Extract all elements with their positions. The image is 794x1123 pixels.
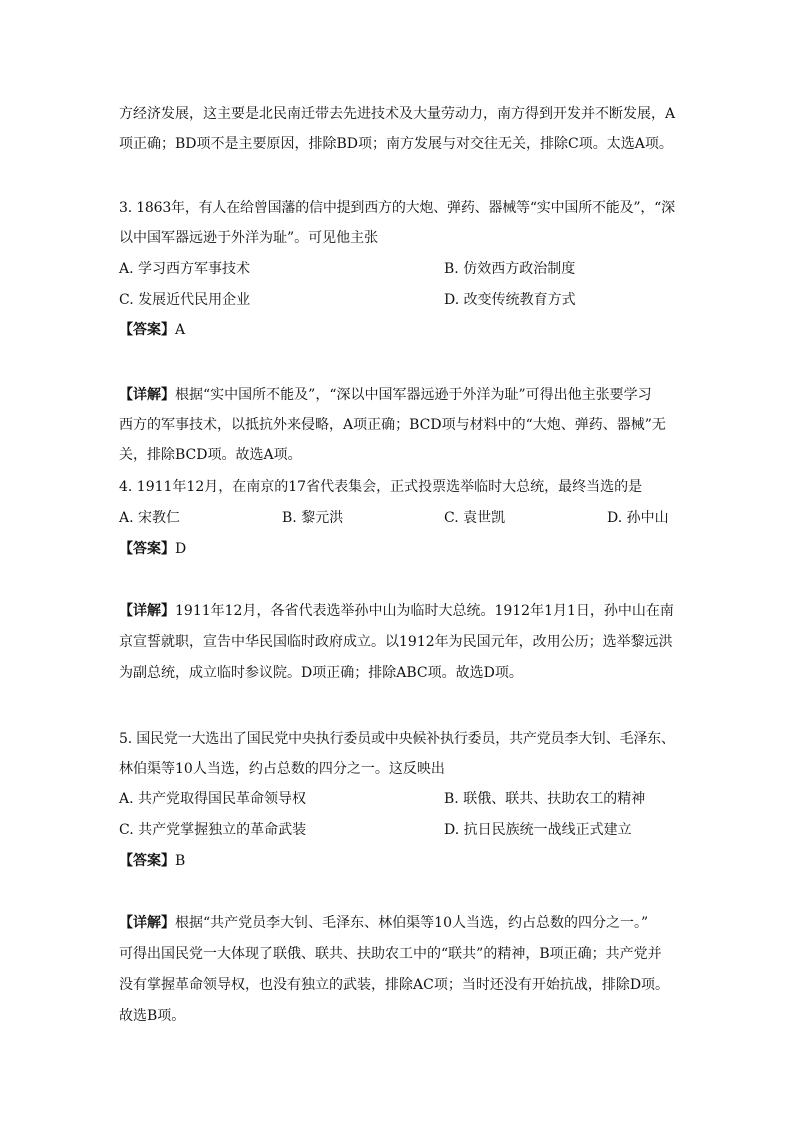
q5-stem-line-1: 5. 国民党一大选出了国民党中央执行委员或中央候补执行委员，共产党员李大钊、毛泽东、	[119, 731, 675, 747]
q3-detail-text-1: 根据“实中国所不能及”，“深以中国军器远逊于外洋为耻”可得出他主张要学习	[175, 387, 652, 403]
q3-answer-value: A	[175, 322, 186, 338]
q4-detail-line-1	[119, 601, 674, 621]
q3-option-d: D. 改变传统教育方式	[444, 292, 576, 308]
q4-answer-value: D	[175, 541, 187, 557]
q5-answer-value: B	[175, 853, 186, 869]
q3-option-a: A. 学习西方军事技术	[119, 261, 251, 277]
q3-detail-line-2: 西方的军事技术，以抵抗外来侵略，A项正确；BCD项与材料中的“大炮、弹药、器械”无	[119, 417, 666, 433]
q4-option-c: C. 袁世凯	[444, 510, 506, 526]
q3-detail-label: 【详解】	[119, 387, 175, 403]
q5-detail-line-2: 可得出国民党一大体现了联俄、联共、扶助农工中的“联共”的精神，B项正确；共产党并	[119, 946, 662, 962]
q5-detail-line-3: 没有掌握革命领导权，也没有独立的武装，排除AC项；当时还没有开始抗战，排除D项。	[119, 977, 670, 993]
q3-option-c: C. 发展近代民用企业	[119, 292, 251, 308]
q5-option-a: A. 共产党取得国民革命领导权	[119, 791, 307, 807]
q3-answer	[119, 320, 185, 340]
q4-option-b: B. 黎元洪	[282, 510, 344, 526]
q4-option-d: D. 孙中山	[607, 510, 669, 526]
q4-answer-label: 【答案】	[119, 541, 175, 557]
q4-detail-text-1: 1911年12月，各省代表选举孙中山为临时大总统。1912年1月1日，孙中山在南	[175, 603, 674, 619]
q5-option-c: C. 共产党掌握独立的革命武装	[119, 822, 307, 838]
q5-detail-text-1: 根据“共产党员李大钊、毛泽东、林伯渠等10人当选，约占总数的四分之一。”	[175, 915, 649, 931]
q5-answer-label: 【答案】	[119, 853, 175, 869]
q5-detail-line-1	[119, 913, 648, 933]
q5-detail-line-4: 故选B项。	[119, 1008, 186, 1024]
prev-detail-line-1: 方经济发展，这主要是北民南迁带去先进技术及大量劳动力，南方得到开发并不断发展，A	[119, 106, 676, 122]
q5-detail-label: 【详解】	[119, 915, 175, 931]
q3-stem-line-1: 3. 1863年，有人在给曾国藩的信中提到西方的大炮、弹药、器械等“实中国所不能及”，“深	[119, 200, 675, 216]
q3-option-b: B. 仿效西方政治制度	[444, 261, 576, 277]
q3-detail-line-3: 关，排除BCD项。故选A项。	[119, 447, 302, 463]
q4-option-a: A. 宋教仁	[119, 510, 181, 526]
q5-stem-line-2: 林伯渠等10人当选，约占总数的四分之一。这反映出	[119, 761, 445, 777]
q4-detail-line-3: 为副总统，成立临时参议院。D项正确；排除ABC项。故选D项。	[119, 665, 523, 681]
q3-detail-line-1	[119, 385, 652, 405]
q3-answer-label: 【答案】	[119, 322, 175, 338]
q4-detail-label: 【详解】	[119, 603, 175, 619]
q5-option-d: D. 抗日民族统一战线正式建立	[444, 822, 632, 838]
q5-answer	[119, 851, 185, 871]
q4-answer	[119, 539, 186, 559]
prev-detail-line-2: 项正确；BD项不是主要原因，排除BD项；南方发展与对交往无关，排除C项。太选A项。	[119, 136, 673, 152]
q3-stem-line-2: 以中国军器远逊于外洋为耻”。可见他主张	[119, 230, 379, 246]
q5-option-b: B. 联俄、联共、扶助农工的精神	[444, 791, 646, 807]
q4-stem-line-1: 4. 1911年12月，在南京的17省代表集会，正式投票选举临时大总统，最终当选的是	[119, 479, 643, 495]
q4-detail-line-2: 京宣誓就职，宣告中华民国临时政府成立。以1912年为民国元年，改用公历；选举黎远洪	[119, 634, 673, 650]
